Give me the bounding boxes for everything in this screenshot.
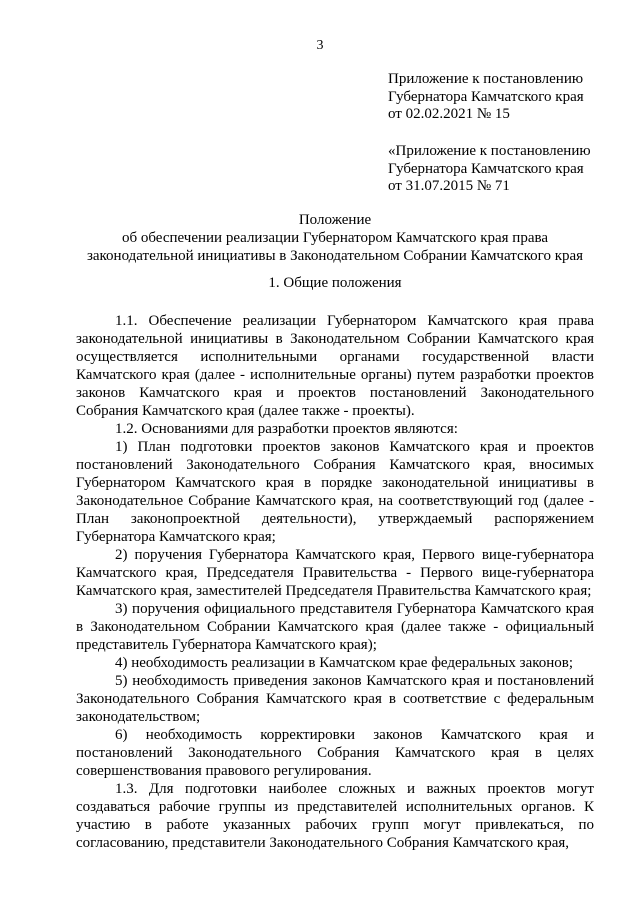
appendix-line: Губернатора Камчатского края <box>388 160 584 177</box>
appendix-line: от 02.02.2021 № 15 <box>388 106 510 122</box>
list-item-6: 6) необходимость корректировки законов Камчатского края и постановлений Законодательного Собрания Камчатского края в целях совершенствования правового регулирования. <box>76 727 594 779</box>
paragraph-1-3: 1.3. Для подготовки наиболее сложных и важных проектов могут создаваться рабочие группы из представителей исполнительных органов. К участию в работе указанных рабочих групп могут привлекаться, по согласованию, представители Законодательного Собрания Камчатского края, <box>76 781 594 851</box>
appendix-note-original <box>388 143 618 196</box>
page-number: 3 <box>316 38 324 53</box>
list-item-2: 2) поручения Губернатора Камчатского края, Первого вице-губернатора Камчатского края, Председателя Правительства - Первого вице-губернатора Камчатского края, заместителей Председателя Правительства Камчатского края; <box>76 547 594 599</box>
title-line: законодательной инициативы в Законодательном Собрании Камчатского края <box>86 248 584 264</box>
appendix-line: от 31.07.2015 № 71 <box>388 178 510 194</box>
appendix-line: «Приложение к постановлению <box>388 143 591 159</box>
section-heading: 1. Общие положения <box>268 275 402 291</box>
list-item-3: 3) поручения официального представителя Губернатора Камчатского края в Законодательном Собрании Камчатского края (далее также - официальный представитель Губернатора Камчатского края); <box>76 601 594 653</box>
appendix-note-current <box>388 71 618 124</box>
document-title <box>40 211 630 265</box>
title-line: об обеспечении реализации Губернатором Камчатского края права <box>121 230 549 246</box>
paragraph-1-1: 1.1. Обеспечение реализации Губернатором Камчатского края права законодательной инициативы в Законодательном Собрании Камчатского края осуществляется исполнительными органами государственной власти Камчатского края (далее - исполнительные органы) путем разработки проектов законов Камчатского края и проектов постановлений Законодательного Собрания Камчатского края (далее также - проекты). <box>76 313 594 419</box>
list-item-4: 4) необходимость реализации в Камчатском крае федеральных законов; <box>115 655 574 671</box>
title-line: Положение <box>298 212 372 228</box>
list-item-5: 5) необходимость приведения законов Камчатского края и постановлений Законодательного Собрания Камчатского края в соответствие с федеральным законодательством; <box>76 673 594 725</box>
paragraph-1-2: 1.2. Основаниями для разработки проектов являются: <box>115 421 458 437</box>
appendix-line: Губернатора Камчатского края <box>388 88 584 105</box>
document-body <box>76 312 594 852</box>
appendix-line: Приложение к постановлению <box>388 71 584 87</box>
list-item-1: 1) План подготовки проектов законов Камчатского края и проектов постановлений Законодательного Собрания Камчатского края, вносимых Губернатором Камчатского края в порядке законодательной инициативы в Законодательное Собрание Камчатского края, на соответствующий год (далее - План законопроектной деятельности), утверждаемый распоряжением Губернатора Камчатского края; <box>76 439 594 545</box>
